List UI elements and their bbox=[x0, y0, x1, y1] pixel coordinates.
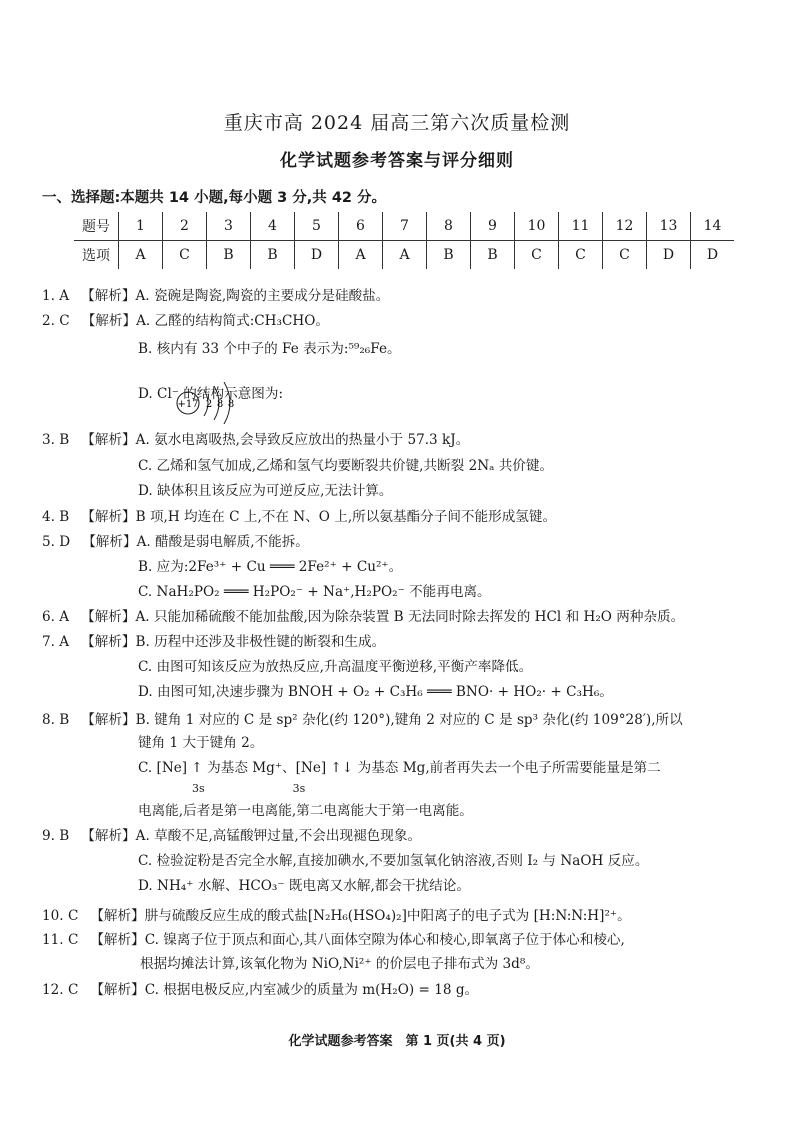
explanation-line bbox=[138, 758, 661, 778]
explanation-text: D. 缺体积且该反应为可逆反应,无法计算。 bbox=[138, 483, 393, 499]
question-number: 5 bbox=[295, 212, 339, 241]
page-footer: 化学试题参考答案 第 1 页(共 4 页) bbox=[288, 1034, 506, 1049]
explanation-line bbox=[138, 557, 402, 577]
question-number: 10 bbox=[515, 212, 559, 241]
explanation-text: C. NaH₂PO₂ ═══ H₂PO₂⁻ + Na⁺,H₂PO₂⁻ 不能再电离。 bbox=[138, 584, 491, 600]
question-number: 8 bbox=[427, 212, 471, 241]
analysis-tag: 【解析】 bbox=[81, 712, 136, 728]
explanation-text: A. 只能加稀硫酸不能加盐酸,因为除杂装置 B 无法同时除去挥发的 HCl 和 H₂O 两种杂质。 bbox=[135, 609, 685, 625]
explanation-line bbox=[42, 430, 469, 450]
row-label-answer: 选项 bbox=[82, 248, 110, 264]
explanation-text: D. 由图可知,决速步骤为 BNOH + O₂ + C₃H₆ ═══ BNO· + HO₂· + C₃H₆。 bbox=[138, 684, 613, 700]
explanation-text: A. 醋酸是弱电解质,不能拆。 bbox=[136, 534, 309, 550]
answer-cell: C bbox=[163, 241, 207, 270]
explanation-line bbox=[138, 481, 392, 501]
question-number: 12 bbox=[603, 212, 647, 241]
explanation-text: A. 乙醛的结构简式:CH₃CHO。 bbox=[136, 313, 329, 329]
question-number: 14 bbox=[691, 212, 735, 241]
question-number-label: 11. C bbox=[42, 932, 79, 948]
explanation-line bbox=[138, 851, 648, 871]
question-number-label: 8. B bbox=[42, 712, 70, 728]
analysis-tag: 【解析】 bbox=[81, 313, 137, 329]
explanation-text: A. 氨水电离吸热,会导致反应放出的热量小于 57.3 kJ。 bbox=[135, 432, 470, 448]
answer-cell: C bbox=[515, 241, 559, 270]
answer-cell: D bbox=[295, 241, 339, 270]
question-number-label: 2. C bbox=[42, 313, 70, 329]
answer-table-number-row bbox=[74, 212, 734, 241]
analysis-tag: 【解析】 bbox=[81, 509, 136, 525]
explanation-text: A. 草酸不足,高锰酸钾过量,不会出现褪色现象。 bbox=[135, 828, 422, 844]
analysis-tag: 【解析】 bbox=[90, 908, 145, 924]
analysis-tag: 【解析】 bbox=[81, 609, 136, 625]
explanation-text: C. 根据电极反应,内室减少的质量为 m(H₂O) = 18 g。 bbox=[144, 982, 479, 998]
explanation-text: 肼与硫酸反应生成的酸式盐[N₂H₆(HSO₄)₂]中阳离子的电子式为 [H:N:N:H]²⁺。 bbox=[144, 908, 631, 924]
question-number-label: 12. C bbox=[42, 982, 79, 998]
chloride-ion-structure-diagram bbox=[174, 382, 294, 424]
answer-cell: B bbox=[427, 241, 471, 270]
explanation-line bbox=[138, 657, 532, 677]
question-number: 9 bbox=[471, 212, 515, 241]
nucleus-label: +17 bbox=[177, 399, 199, 410]
question-number-label: 9. B bbox=[42, 828, 70, 844]
analysis-tag: 【解析】 bbox=[81, 432, 136, 448]
explanation-text: C. [Ne] ↑ 为基态 Mg⁺、[Ne] ↑↓ 为基态 Mg,前者再失去一个电子所需要能量是第二 bbox=[138, 760, 661, 776]
answer-cell: C bbox=[603, 241, 647, 270]
section-heading: 一、选择题:本题共 14 小题,每小题 3 分,共 42 分。 bbox=[42, 190, 387, 206]
question-number: 2 bbox=[163, 212, 207, 241]
explanation-line bbox=[42, 930, 625, 950]
explanation-text: C. 乙烯和氢气加成,乙烯和氢气均要断裂共价键,共断裂 2Nₐ 共价键。 bbox=[138, 458, 554, 474]
question-number: 3 bbox=[207, 212, 251, 241]
answer-cell: D bbox=[647, 241, 691, 270]
explanation-line bbox=[42, 826, 421, 846]
explanation-line bbox=[140, 954, 539, 974]
question-number-label: 5. D bbox=[42, 534, 71, 550]
answer-cell: A bbox=[339, 241, 383, 270]
explanation-text: B 项,H 均连在 C 上,不在 N、O 上,所以氨基酯分子间不能形成氢键。 bbox=[135, 509, 557, 525]
question-number-label: 6. A bbox=[42, 609, 70, 625]
analysis-tag: 【解析】 bbox=[90, 982, 145, 998]
explanation-text: B. 历程中还涉及非极性键的断裂和生成。 bbox=[135, 634, 386, 650]
question-number: 1 bbox=[119, 212, 163, 241]
answer-table-answer-row bbox=[74, 241, 734, 270]
explanation-line bbox=[138, 682, 613, 702]
explanation-line bbox=[138, 801, 473, 821]
explanation-text: B. 应为:2Fe³⁺ + Cu ═══ 2Fe²⁺ + Cu²⁺。 bbox=[138, 559, 403, 575]
explanation-text: D. NH₄⁺ 水解、HCO₃⁻ 既电离又水解,都会干扰结论。 bbox=[138, 878, 470, 894]
explanation-text: B. 核内有 33 个中子的 Fe 表示为:⁵⁹₂₆Fe。 bbox=[138, 341, 401, 357]
explanation-text: C. 由图可知该反应为放热反应,升高温度平衡逆移,平衡产率降低。 bbox=[138, 659, 533, 675]
question-number: 13 bbox=[647, 212, 691, 241]
question-number: 11 bbox=[559, 212, 603, 241]
explanation-line bbox=[138, 456, 553, 476]
explanation-text: 根据均摊法计算,该氧化物为 NiO,Ni²⁺ 的价层电子排布式为 3d⁸。 bbox=[140, 956, 539, 972]
shell-electrons-3: 8 bbox=[227, 399, 235, 410]
explanation-text: C. 检验淀粉是否完全水解,直接加碘水,不要加氢氧化钠溶液,否则 I₂ 与 NaOH 反应。 bbox=[138, 853, 649, 869]
question-number-label: 10. C bbox=[42, 908, 79, 924]
question-number-label: 1. A bbox=[42, 288, 70, 304]
explanation-line bbox=[42, 286, 389, 306]
explanation-text: 3s 3s bbox=[192, 782, 306, 795]
explanation-line bbox=[138, 733, 263, 753]
explanation-text: 电离能,后者是第一电离能,第二电离能大于第一电离能。 bbox=[138, 803, 473, 819]
explanation-line bbox=[192, 779, 305, 799]
page-title: 重庆市高 2024 届高三第六次质量检测 bbox=[223, 112, 571, 134]
explanation-line bbox=[42, 607, 684, 627]
answer-table bbox=[74, 212, 734, 269]
explanation-line bbox=[42, 532, 309, 552]
explanation-line bbox=[138, 582, 491, 602]
explanation-line bbox=[138, 339, 401, 359]
shell-electrons-1: 2 bbox=[205, 399, 213, 410]
question-number: 4 bbox=[251, 212, 295, 241]
page-subtitle: 化学试题参考答案与评分细则 bbox=[280, 151, 514, 171]
analysis-tag: 【解析】 bbox=[82, 534, 137, 550]
analysis-tag: 【解析】 bbox=[81, 634, 136, 650]
explanation-line bbox=[42, 980, 478, 1000]
explanation-text: D. Cl⁻ 的结构示意图为: bbox=[138, 386, 284, 402]
answer-cell: A bbox=[119, 241, 163, 270]
explanation-line bbox=[138, 876, 470, 896]
explanation-text: C. 镍离子位于顶点和面心,其八面体空隙为体心和棱心,即氧离子位于体心和棱心, bbox=[144, 932, 625, 948]
explanation-text: 键角 1 大于键角 2。 bbox=[138, 735, 264, 751]
answer-cell: B bbox=[471, 241, 515, 270]
answer-cell: D bbox=[691, 241, 735, 270]
explanation-line bbox=[42, 507, 556, 527]
question-number-label: 3. B bbox=[42, 432, 70, 448]
answer-cell: B bbox=[207, 241, 251, 270]
question-number-label: 4. B bbox=[42, 509, 70, 525]
shell-electrons-2: 8 bbox=[216, 399, 224, 410]
answer-cell: A bbox=[383, 241, 427, 270]
question-number: 6 bbox=[339, 212, 383, 241]
analysis-tag: 【解析】 bbox=[81, 288, 136, 304]
explanation-line bbox=[42, 906, 631, 926]
row-label-number: 题号 bbox=[74, 212, 119, 241]
explanation-line bbox=[42, 311, 329, 331]
explanation-text: B. 键角 1 对应的 C 是 sp² 杂化(约 120°),键角 2 对应的 C 是 sp³ 杂化(约 109°28′),所以 bbox=[135, 712, 683, 728]
analysis-tag: 【解析】 bbox=[90, 932, 145, 948]
answer-cell: C bbox=[559, 241, 603, 270]
answer-cell: B bbox=[251, 241, 295, 270]
explanation-text: A. 瓷碗是陶瓷,陶瓷的主要成分是硅酸盐。 bbox=[135, 288, 390, 304]
explanation-line bbox=[42, 632, 385, 652]
question-number-label: 7. A bbox=[42, 634, 70, 650]
analysis-tag: 【解析】 bbox=[81, 828, 136, 844]
question-number: 7 bbox=[383, 212, 427, 241]
explanation-line bbox=[42, 710, 683, 730]
